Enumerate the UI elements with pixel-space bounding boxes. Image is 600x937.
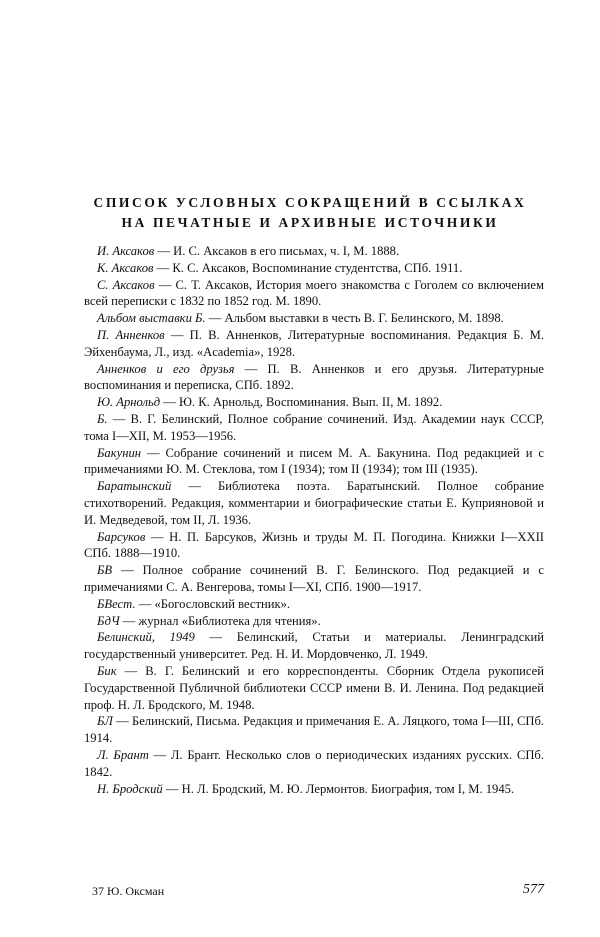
abbreviation-entry — [84, 613, 544, 630]
abbreviation-entry — [84, 478, 544, 528]
abbreviation-entry — [84, 562, 544, 596]
abbreviation-entry — [84, 327, 544, 361]
entry-abbreviation: Анненков и его друзья — [97, 361, 235, 376]
printer-signature: 37 Ю. Оксман — [92, 884, 165, 898]
entry-abbreviation: Белинский, 1949 — [97, 630, 195, 645]
entry-description: — Белинский, Статьи и материалы. Ленинградский государственный университет. Ред. Н. И. Мордовченко, Л. 1949. — [84, 630, 544, 662]
entry-abbreviation: Баратынский — [97, 479, 172, 494]
entry-abbreviation: Н. Бродский — [97, 781, 163, 796]
abbreviation-entry — [84, 529, 544, 563]
entry-description: — В. Г. Белинский, Полное собрание сочинений. Изд. Академии наук СССР, тома I—XII, М. 1953—1956. — [84, 411, 544, 443]
entry-abbreviation: Л. Брант — [97, 747, 149, 762]
entry-description: — журнал «Библиотека для чтения». — [119, 613, 321, 628]
entry-abbreviation: БдЧ — [97, 613, 120, 628]
entry-abbreviation: Б. — [97, 411, 108, 426]
abbreviation-entry — [84, 596, 544, 613]
page-footer — [84, 884, 544, 904]
entry-abbreviation: Бик — [97, 663, 117, 678]
entry-abbreviation: Ю. Арнольд — [97, 395, 161, 410]
heading-line-2: НА ПЕЧАТНЫЕ И АРХИВНЫЕ ИСТОЧНИКИ — [121, 215, 499, 230]
entry-description: — Белинский, Письма. Редакция и примечания Е. А. Ляцкого, тома I—III, СПб. 1914. — [84, 714, 544, 746]
abbreviation-entry — [84, 277, 544, 311]
page-number: 577 — [523, 882, 544, 897]
entry-abbreviation: БВест. — [97, 596, 136, 611]
entry-abbreviation: Бакунин — [97, 445, 141, 460]
abbreviation-entry — [84, 629, 544, 663]
abbreviation-entry — [84, 394, 544, 411]
entry-description: — П. В. Анненков, Литературные воспоминания. Редакция Б. М. Эйхенбаума, Л., изд. «Academia», 1928. — [84, 327, 545, 359]
entry-abbreviation: П. Анненков — [97, 327, 165, 342]
section-heading — [40, 193, 580, 233]
entry-abbreviation: БЛ — [97, 714, 113, 729]
entry-description: — И. С. Аксаков в его письмах, ч. I, М. 1888. — [154, 244, 400, 258]
entry-description: — Н. Л. Бродский, М. Ю. Лермонтов. Биография, том I, М. 1945. — [162, 781, 515, 796]
abbreviation-entry — [84, 361, 544, 395]
heading-line-1: СПИСОК УСЛОВНЫХ СОКРАЩЕНИЙ В ССЫЛКАХ — [93, 195, 527, 210]
abbreviation-entry — [84, 243, 544, 260]
entry-description: — Ю. К. Арнольд, Воспоминания. Вып. II, М. 1892. — [160, 395, 443, 410]
abbreviation-entry — [84, 747, 544, 781]
abbreviation-list — [84, 243, 544, 797]
entry-abbreviation: Барсуков — [97, 529, 146, 544]
entry-description: — Л. Брант. Несколько слов о периодических изданиях русских. СПб. 1842. — [84, 747, 544, 779]
entry-abbreviation: И. Аксаков — [97, 244, 155, 258]
entry-abbreviation: С. Аксаков — [97, 277, 155, 292]
entry-description: — К. С. Аксаков, Воспоминание студентства, СПб. 1911. — [153, 260, 463, 275]
abbreviation-entry — [84, 260, 544, 277]
entry-abbreviation: БВ — [97, 563, 113, 578]
entry-abbreviation: Альбом выставки Б. — [97, 311, 206, 326]
entry-description: — «Богословский вестник». — [135, 596, 291, 611]
entry-description: — П. В. Анненков и его друзья. Литературные воспоминания и переписка, СПб. 1892. — [84, 361, 545, 393]
entry-description: — В. Г. Белинский и его корреспонденты. Сборник Отдела рукописей Государственной Публичной библиотеки СССР имени В. И. Ленина. Под редакцией проф. Н. Л. Бродского, М. 1948. — [84, 663, 544, 712]
abbreviation-entry — [84, 713, 544, 747]
entry-abbreviation: К. Аксаков — [97, 260, 154, 275]
abbreviation-entry — [84, 310, 544, 327]
entry-description: — С. Т. Аксаков, История моего знакомства с Гоголем со включением всей переписки с 1832 по 1852 год. М. 1890. — [84, 277, 544, 309]
entry-description: — Н. П. Барсуков, Жизнь и труды М. П. Погодина. Книжки I—XXII СПб. 1888—1910. — [84, 529, 544, 561]
abbreviation-entry — [84, 663, 544, 713]
entry-description: — Полное собрание сочинений В. Г. Белинского. Под редакцией и с примечаниями С. А. Венгерова, томы I—XI, СПб. 1900—1917. — [84, 563, 544, 594]
entry-description: — Библиотека поэта. Баратынский. Полное собрание стихотворений. Редакция, комментарии и биографические статьи Е. Куприяновой и И. Медведевой, том II, Л. 1936. — [84, 479, 544, 527]
abbreviation-entry — [84, 781, 544, 798]
entry-description: — Альбом выставки в честь В. Г. Белинского, М. 1898. — [205, 311, 504, 326]
abbreviation-entry — [84, 411, 544, 445]
abbreviation-entry — [84, 445, 544, 479]
entry-description: — Собрание сочинений и писем М. А. Бакунина. Под редакцией и с примечаниями Ю. М. Стеклова, том I (1934); том II (1934); том III (1935). — [84, 445, 544, 477]
